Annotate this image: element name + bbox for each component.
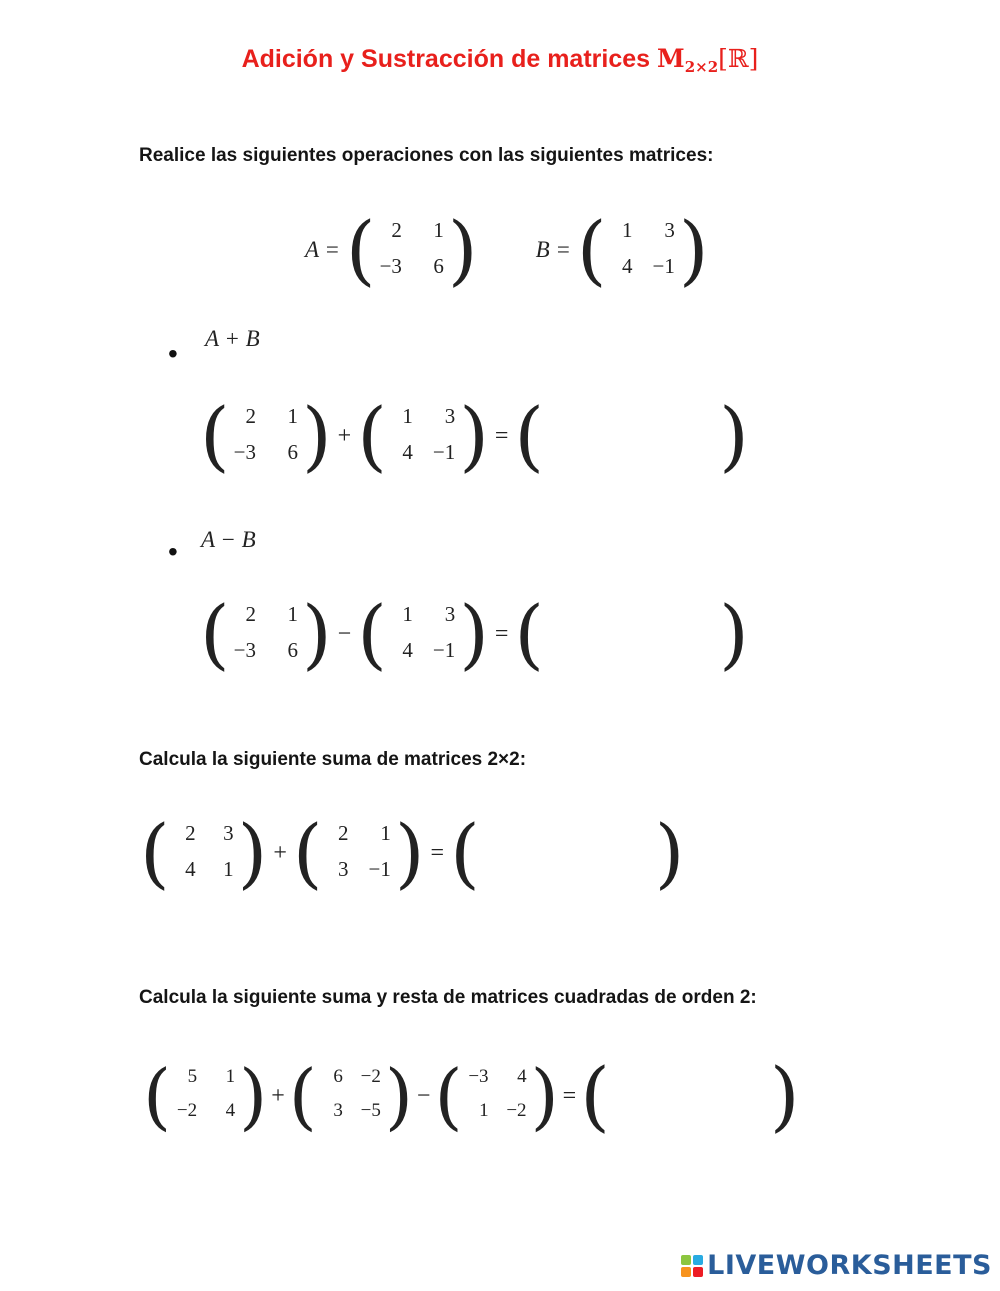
matrix-cell: −5 bbox=[360, 1100, 381, 1121]
title-text: Adición y Sustracción de matrices bbox=[241, 45, 651, 73]
matrix-cells bbox=[171, 1060, 239, 1132]
matrix bbox=[357, 391, 489, 480]
matrix-cell: 1 bbox=[622, 218, 633, 242]
matrix-cell: 3 bbox=[664, 218, 675, 242]
matrix-definitions bbox=[305, 205, 709, 294]
plus-operator: + bbox=[337, 422, 352, 449]
matrix-cell: 1 bbox=[287, 602, 298, 626]
matrix-cells bbox=[170, 815, 238, 891]
matrix-cells bbox=[230, 596, 302, 672]
logo-text: LIVEWORKSHEETS bbox=[707, 1250, 992, 1281]
matrix-a-cells bbox=[376, 212, 448, 288]
left-paren: ( bbox=[288, 1054, 317, 1138]
matrix-cell: −3 bbox=[233, 440, 256, 464]
matrix-cell: 4 bbox=[225, 1100, 236, 1121]
matrix-cell: −1 bbox=[432, 440, 456, 464]
matrix-cell: 1 bbox=[479, 1100, 489, 1121]
right-paren: ) bbox=[239, 1054, 268, 1138]
expr-a-minus-b: A − B bbox=[201, 527, 256, 552]
matrix bbox=[140, 808, 268, 897]
answer-matrix[interactable] bbox=[514, 589, 749, 678]
matrix-cell: −3 bbox=[233, 638, 256, 662]
right-paren: ) bbox=[459, 391, 489, 480]
liveworksheets-logo[interactable] bbox=[681, 1250, 992, 1281]
equation-sum-2x2 bbox=[140, 808, 685, 897]
left-paren: ( bbox=[292, 808, 323, 897]
logo-square bbox=[681, 1255, 691, 1265]
matrix-cell: 3 bbox=[444, 602, 456, 626]
instruction-1: Realice las siguientes operaciones con las siguientes matrices: bbox=[139, 145, 714, 166]
equation-sum-subtract bbox=[143, 1051, 800, 1140]
matrix-cells bbox=[317, 1060, 385, 1132]
matrix-cell: 6 bbox=[287, 440, 298, 464]
matrix-cell: 4 bbox=[402, 638, 413, 662]
logo-square bbox=[681, 1267, 691, 1277]
matrix-cell: −1 bbox=[432, 638, 456, 662]
right-paren: ) bbox=[237, 808, 268, 897]
right-paren: ) bbox=[302, 589, 332, 678]
matrix-cells bbox=[323, 815, 395, 891]
left-paren: ( bbox=[450, 808, 480, 897]
logo-square bbox=[693, 1255, 703, 1265]
matrix-cell: 6 bbox=[333, 1066, 343, 1087]
matrix-cell: 2 bbox=[245, 602, 256, 626]
equals-sign: = bbox=[494, 620, 509, 647]
plus-operator: + bbox=[271, 1082, 285, 1109]
right-paren: ) bbox=[447, 205, 478, 294]
answer-blank[interactable] bbox=[610, 1058, 770, 1134]
title-set-letter: M bbox=[657, 44, 685, 73]
left-paren: ( bbox=[357, 589, 387, 678]
left-paren: ( bbox=[200, 391, 230, 480]
matrix-cell: −1 bbox=[652, 254, 675, 278]
matrix-a-label: A = bbox=[305, 237, 340, 262]
equation-a-minus-b bbox=[200, 589, 749, 678]
matrix-cell: 2 bbox=[338, 821, 349, 845]
right-paren: ) bbox=[394, 808, 425, 897]
matrix-cell: 6 bbox=[433, 254, 444, 278]
instruction-2: Calcula la siguiente suma de matrices 2×2: bbox=[139, 749, 527, 770]
matrix-cell: −2 bbox=[506, 1100, 527, 1121]
matrix-cell: 3 bbox=[444, 404, 456, 428]
right-paren: ) bbox=[678, 205, 709, 294]
matrix bbox=[200, 391, 332, 480]
matrix-cell: 1 bbox=[402, 404, 413, 428]
bullet: • bbox=[168, 536, 178, 567]
matrix-cell: 1 bbox=[287, 404, 298, 428]
left-paren: ( bbox=[345, 205, 376, 294]
matrix-cell: −3 bbox=[468, 1066, 489, 1087]
matrix-cell: −2 bbox=[176, 1100, 198, 1121]
matrix-cell: 1 bbox=[223, 857, 234, 881]
instruction-3: Calcula la siguiente suma y resta de matrices cuadradas de orden 2: bbox=[139, 987, 757, 1008]
matrix-cell: 1 bbox=[433, 218, 444, 242]
matrix-cells bbox=[230, 398, 302, 474]
answer-blank[interactable] bbox=[544, 398, 719, 474]
matrix-cell: 3 bbox=[223, 821, 234, 845]
bullet: • bbox=[168, 338, 178, 369]
equals-sign: = bbox=[562, 1082, 577, 1109]
matrix-cell: −1 bbox=[368, 857, 391, 881]
matrix-a bbox=[345, 205, 478, 294]
answer-matrix[interactable] bbox=[450, 808, 685, 897]
matrix-cell: 3 bbox=[333, 1100, 343, 1121]
left-paren: ( bbox=[514, 589, 545, 678]
matrix-cells bbox=[463, 1060, 531, 1132]
answer-blank[interactable] bbox=[544, 596, 719, 672]
matrix-b-cells bbox=[607, 212, 679, 288]
matrix bbox=[288, 1054, 413, 1138]
right-paren: ) bbox=[719, 391, 749, 480]
matrix-cell: 1 bbox=[402, 602, 413, 626]
matrix-cell: 4 bbox=[402, 440, 413, 464]
matrix bbox=[292, 808, 425, 897]
matrix bbox=[143, 1054, 268, 1138]
right-paren: ) bbox=[302, 391, 332, 480]
equation-a-plus-b bbox=[200, 391, 749, 480]
logo-mark-icon bbox=[681, 1255, 703, 1277]
answer-blank[interactable] bbox=[480, 815, 655, 891]
matrix bbox=[434, 1054, 559, 1138]
matrix-cell: 3 bbox=[338, 857, 349, 881]
answer-matrix[interactable] bbox=[514, 391, 749, 480]
matrix-cell: 4 bbox=[185, 857, 196, 881]
right-paren: ) bbox=[530, 1054, 559, 1138]
left-paren: ( bbox=[200, 589, 230, 678]
title-set-field: [ℝ] bbox=[718, 44, 759, 73]
matrix-cell: 2 bbox=[185, 821, 196, 845]
plus-operator: + bbox=[273, 839, 287, 866]
minus-operator: − bbox=[337, 620, 352, 647]
matrix-cell: 2 bbox=[245, 404, 256, 428]
matrix-cells bbox=[387, 596, 459, 672]
right-paren: ) bbox=[384, 1054, 413, 1138]
left-paren: ( bbox=[143, 1054, 172, 1138]
logo-square bbox=[693, 1267, 703, 1277]
right-paren: ) bbox=[654, 808, 685, 897]
minus-operator: − bbox=[416, 1082, 431, 1109]
matrix-cell: 5 bbox=[187, 1066, 198, 1087]
left-paren: ( bbox=[357, 391, 387, 480]
right-paren: ) bbox=[769, 1051, 800, 1140]
right-paren: ) bbox=[719, 589, 749, 678]
matrix bbox=[200, 589, 332, 678]
matrix-cell: −2 bbox=[360, 1066, 381, 1087]
equals-sign: = bbox=[430, 839, 445, 866]
matrix-cells bbox=[387, 398, 459, 474]
left-paren: ( bbox=[514, 391, 545, 480]
matrix-cell: 4 bbox=[622, 254, 633, 278]
left-paren: ( bbox=[434, 1054, 463, 1138]
left-paren: ( bbox=[140, 808, 170, 897]
matrix-b-label: B = bbox=[535, 237, 571, 262]
expr-a-plus-b: A + B bbox=[205, 326, 260, 351]
matrix-cell: 1 bbox=[380, 821, 391, 845]
right-paren: ) bbox=[459, 589, 489, 678]
matrix-cell: 2 bbox=[391, 218, 402, 242]
matrix-cell: 6 bbox=[287, 638, 298, 662]
title-set-sub: 2×2 bbox=[684, 58, 719, 76]
page-title bbox=[0, 44, 1000, 76]
matrix-b bbox=[576, 205, 709, 294]
left-paren: ( bbox=[576, 205, 607, 294]
left-paren: ( bbox=[580, 1051, 610, 1140]
matrix-cell: −3 bbox=[379, 254, 402, 278]
answer-matrix[interactable] bbox=[580, 1051, 800, 1140]
equals-sign: = bbox=[494, 422, 509, 449]
matrix-cell: 1 bbox=[225, 1066, 236, 1087]
matrix bbox=[357, 589, 489, 678]
matrix-cell: 4 bbox=[517, 1066, 527, 1087]
